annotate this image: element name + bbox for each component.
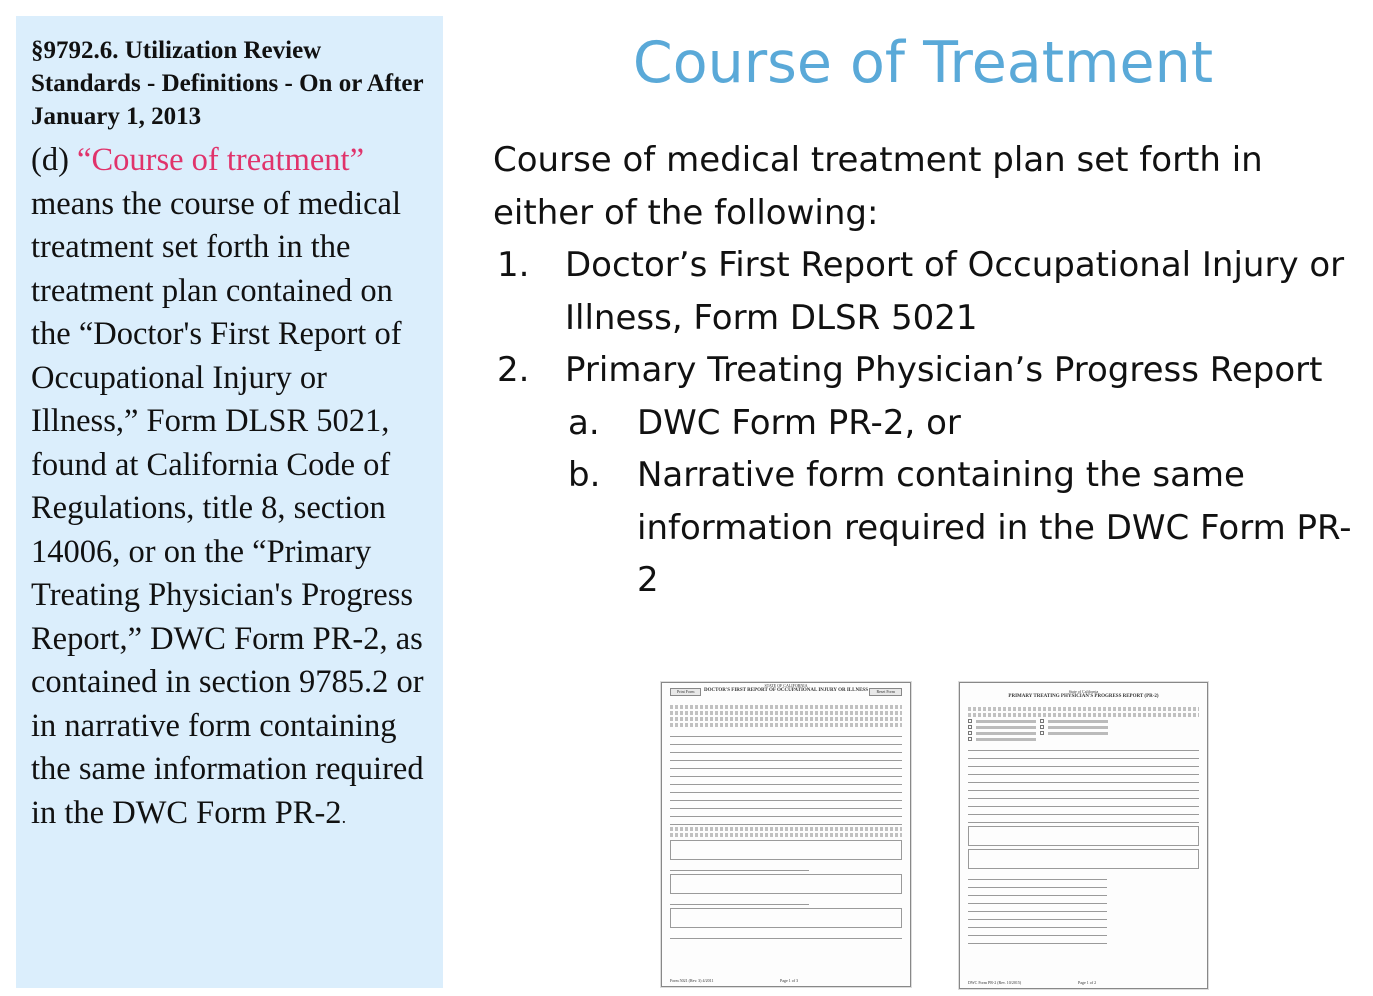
definition-period: . [341, 806, 347, 827]
list-marker: 2. [497, 350, 530, 390]
form-state-label: State of California [1068, 689, 1099, 694]
form-fields [670, 703, 902, 939]
list-item-text: Primary Treating Physician’s Progress Report [565, 350, 1323, 390]
list-item [493, 344, 1363, 397]
pr-2-form-thumbnail [959, 682, 1208, 989]
dlsr-5021-form-thumbnail [661, 682, 911, 987]
form-fields [968, 705, 1199, 944]
definition-panel [16, 16, 443, 988]
sub-list-item-text: Narrative form containing the same information required in the DWC Form PR-2 [637, 455, 1352, 600]
regulation-heading: §9792.6. Utilization Review Standards - Definitions - On or After January 1, 2013 [31, 37, 424, 130]
reset-form-button: Reset Form [869, 688, 902, 696]
form-footer [968, 980, 1199, 985]
slide-title: Course of Treatment [632, 30, 1214, 96]
sub-list-marker: b. [568, 455, 601, 495]
sub-list-item [493, 397, 1363, 450]
list-marker: 1. [497, 245, 530, 285]
form-footer [670, 978, 902, 983]
intro-text: Course of medical treatment plan set forth in either of the following: [493, 140, 1263, 233]
sub-list-marker: a. [568, 402, 600, 443]
print-form-button: Print Form [670, 688, 701, 696]
definition-body: means the course of medical treatment set forth in the treatment plan contained on the “Doctor's First Report of Occupational Injury or Illness,” Form DLSR 5021, found at California Code of Regulations, title 8, section 14006, or on the “Primary Treating Physician's Progress Report,” DWC Form PR-2, as contained in section 9785.2 or in narrative form containing the same information required in the DWC Form PR-2 [31, 185, 424, 831]
list-item [493, 239, 1363, 344]
form-page-number: Page 1 of 3 [780, 978, 799, 983]
defined-term: “Course of treatment” [77, 142, 364, 178]
form-revision: Form 5021 (Rev. 3) 4/2011 [670, 978, 714, 983]
sub-list-item [493, 449, 1363, 607]
form-state-label: STATE OF CALIFORNIA [764, 683, 808, 688]
definition-text [31, 139, 431, 839]
form-title: PRIMARY TREATING PHYSICIAN'S PROGRESS REPORT (PR-2) [1008, 694, 1159, 699]
form-page-number: Page 1 of 2 [1078, 980, 1097, 985]
sub-list-item-text: DWC Form PR-2, or [637, 402, 961, 443]
form-title: DOCTOR'S FIRST REPORT OF OCCUPATIONAL INJURY OR ILLNESS [704, 688, 868, 693]
definition-prefix: (d) [31, 142, 78, 178]
list-item-text: Doctor’s First Report of Occupational Injury or Illness, Form DLSR 5021 [565, 245, 1345, 338]
form-revision: DWC Form PR-2 (Rev. 10/2015) [968, 980, 1022, 985]
slide-content [493, 134, 1363, 607]
